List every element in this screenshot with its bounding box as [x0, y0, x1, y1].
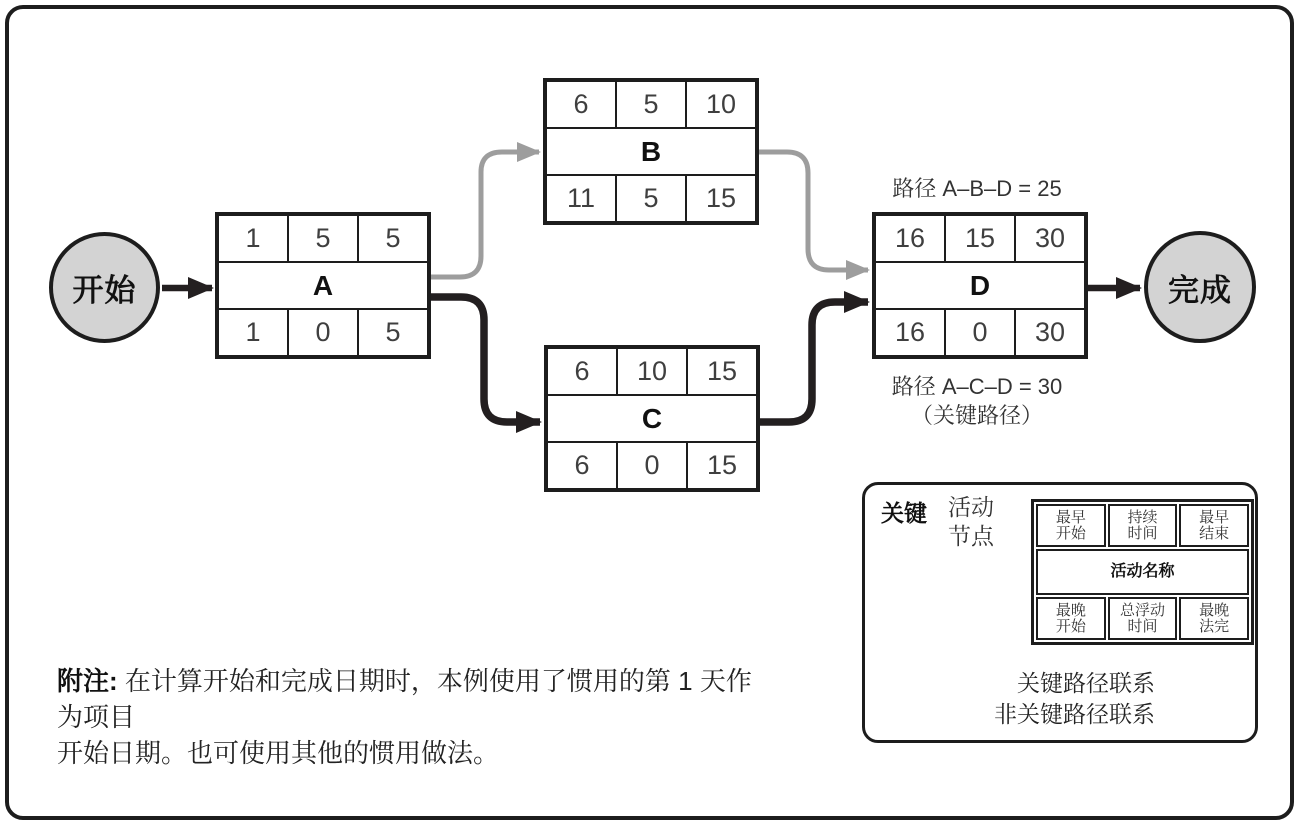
finish-node-label: 完成: [1168, 272, 1232, 308]
activity-node-a: [215, 212, 431, 359]
label-path-abd: 路径 A–B–D = 25: [892, 176, 1062, 201]
cell-early-finish: 15: [687, 348, 757, 395]
label-critical-path: （关键路径）: [910, 403, 1043, 428]
label-path-acd: [827, 372, 1127, 430]
cell-duration: 15: [945, 215, 1015, 262]
legend-cell-total-float: [1108, 597, 1178, 640]
legend-cell-early-start-line2: 开始: [1055, 524, 1086, 542]
legend-cell-early-start: [1036, 504, 1106, 547]
start-node-label: 开始: [72, 273, 137, 308]
legend-cell-duration-line2: 时间: [1127, 524, 1158, 542]
cell-early-finish: 10: [686, 81, 756, 128]
cell-total-float: 0: [288, 309, 358, 356]
cell-total-float: 0: [617, 442, 687, 489]
legend-box: [862, 482, 1258, 743]
cell-late-finish: 30: [1015, 309, 1085, 356]
note: [57, 663, 777, 771]
cell-activity-name: A: [218, 262, 428, 309]
legend-key-label: 关键: [881, 500, 927, 526]
label-path-acd-value: 路径 A–C–D = 30: [891, 374, 1063, 399]
legend-cell-early-finish-line1: 最早: [1199, 508, 1230, 526]
cell-late-start: 1: [218, 309, 288, 356]
cell-late-finish: 15: [687, 442, 757, 489]
cell-early-finish: 30: [1015, 215, 1085, 262]
cell-activity-name: B: [546, 128, 756, 175]
note-line2: 开始日期。也可使用其他的惯用做法。: [57, 738, 500, 768]
legend-cell-total-float-line1: 总浮动: [1119, 601, 1165, 619]
cell-late-finish: 5: [358, 309, 428, 356]
legend-cell-early-start-line1: 最早: [1055, 508, 1086, 526]
legend-cell-late-start-line1: 最晚: [1055, 601, 1086, 619]
legend-cell-late-start: [1036, 597, 1106, 640]
legend-node-table: [1031, 499, 1254, 645]
finish-node: [1144, 231, 1256, 343]
activity-node-d: [872, 212, 1088, 359]
legend-cell-late-finish-line2: 法完: [1199, 617, 1230, 635]
legend-cell-duration: [1108, 504, 1178, 547]
legend-cell-duration-line1: 持续: [1127, 508, 1158, 526]
legend-link-labels: [865, 668, 1155, 730]
cell-duration: 5: [288, 215, 358, 262]
cell-total-float: 5: [616, 175, 686, 222]
legend-cell-early-finish: [1179, 504, 1249, 547]
note-line1: [57, 663, 777, 735]
note-line1-text: 在计算开始和完成日期时，本例使用了惯用的第 1 天作为项目: [57, 666, 752, 732]
legend-node-label-line1: 活动: [948, 494, 994, 520]
legend-cell-late-finish: [1179, 597, 1249, 640]
legend-critical-link-label: 关键路径联系: [1017, 670, 1155, 696]
cell-activity-name: C: [547, 395, 757, 442]
cell-early-start: 16: [875, 215, 945, 262]
legend-noncritical-link-label: 非关键路径联系: [994, 701, 1155, 727]
cell-duration: 5: [616, 81, 686, 128]
cell-activity-name: D: [875, 262, 1085, 309]
cell-total-float: 0: [945, 309, 1015, 356]
cell-early-start: 6: [546, 81, 616, 128]
note-prefix: 附注:: [57, 666, 118, 696]
legend-cell-early-finish-line2: 结束: [1199, 524, 1230, 542]
legend-cell-late-start-line2: 开始: [1055, 617, 1086, 635]
legend-cell-total-float-line2: 时间: [1127, 617, 1158, 635]
cell-late-finish: 15: [686, 175, 756, 222]
legend-cell-activity-name: 活动名称: [1036, 549, 1249, 595]
legend-node-label-line2: 节点: [948, 523, 994, 549]
cell-early-start: 6: [547, 348, 617, 395]
cell-early-finish: 5: [358, 215, 428, 262]
cell-duration: 10: [617, 348, 687, 395]
activity-node-c: [544, 345, 760, 492]
cell-late-start: 16: [875, 309, 945, 356]
cell-late-start: 11: [546, 175, 616, 222]
cell-early-start: 1: [218, 215, 288, 262]
legend-node-label: [948, 493, 994, 551]
cell-late-start: 6: [547, 442, 617, 489]
start-node: [49, 232, 160, 343]
legend-cell-late-finish-line1: 最晚: [1199, 601, 1230, 619]
activity-node-b: [543, 78, 759, 225]
